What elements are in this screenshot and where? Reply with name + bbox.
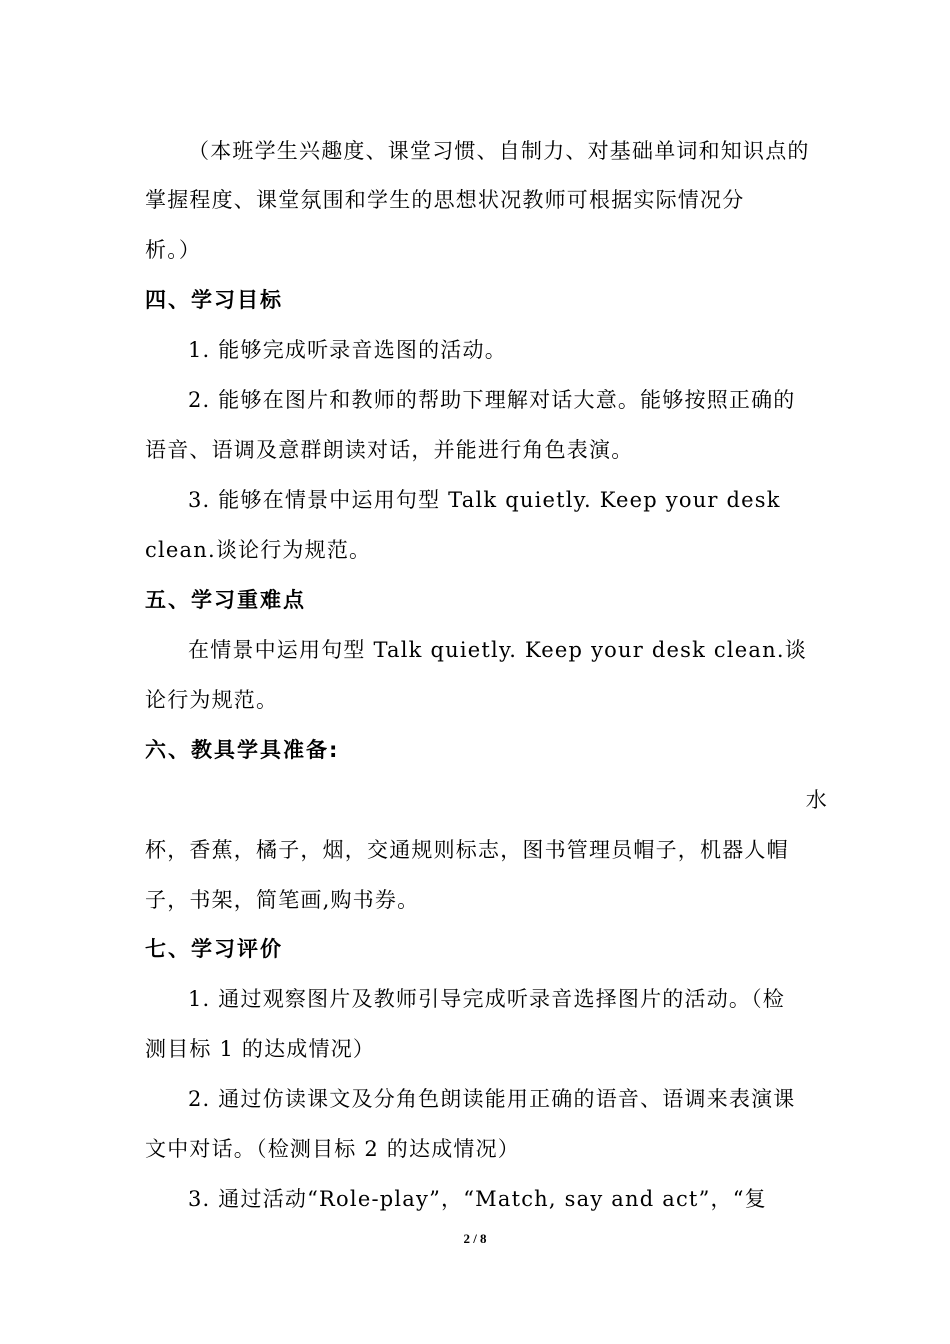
section-heading-keypoints: 五、学习重难点 (145, 588, 306, 612)
materials-text: 水 (805, 788, 828, 812)
analysis-text: 掌握程度、课堂氛围和学生的思想状况教师可根据实际情况分 (145, 188, 745, 212)
keypoint-text-continued: 论行为规范。 (145, 688, 279, 712)
evaluation-item-continued: 测目标 1 的达成情况） (145, 1037, 376, 1061)
section-heading-evaluation: 七、学习评价 (145, 937, 283, 961)
goal-item: 2. 能够在图片和教师的帮助下理解对话大意。能够按照正确的 (188, 388, 796, 412)
goal-item: 1. 能够完成听录音选图的活动。 (188, 338, 507, 362)
section-heading-materials: 六、教具学具准备: (145, 738, 340, 762)
page-number: 2 / 8 (463, 1231, 487, 1246)
goal-item-continued: 语音、语调及意群朗读对话，并能进行角色表演。 (145, 438, 634, 462)
evaluation-item: 2. 通过仿读课文及分角色朗读能用正确的语音、语调来表演课 (188, 1087, 796, 1111)
evaluation-item: 3. 通过活动“Role-play”，“Match, say and act”，“复 (188, 1187, 767, 1211)
goal-item-continued: clean.谈论行为规范。 (145, 538, 372, 562)
materials-text: 杯，香蕉，橘子，烟，交通规则标志，图书管理员帽子，机器人帽 (145, 838, 789, 862)
materials-text: 子，书架，简笔画,购书券。 (145, 888, 420, 912)
section-heading-goals: 四、学习目标 (145, 288, 283, 312)
keypoint-text: 在情景中运用句型 Talk quietly. Keep your desk clean.谈 (188, 638, 807, 662)
analysis-text: 析。） (145, 238, 202, 262)
goal-item: 3. 能够在情景中运用句型 Talk quietly. Keep your desk (188, 488, 781, 512)
evaluation-item: 1. 通过观察图片及教师引导完成听录音选择图片的活动。（检 (188, 987, 786, 1011)
evaluation-item-continued: 文中对话。（检测目标 2 的达成情况） (145, 1137, 521, 1161)
analysis-text: （本班学生兴趣度、课堂习惯、自制力、对基础单词和知识点的 (188, 139, 810, 163)
